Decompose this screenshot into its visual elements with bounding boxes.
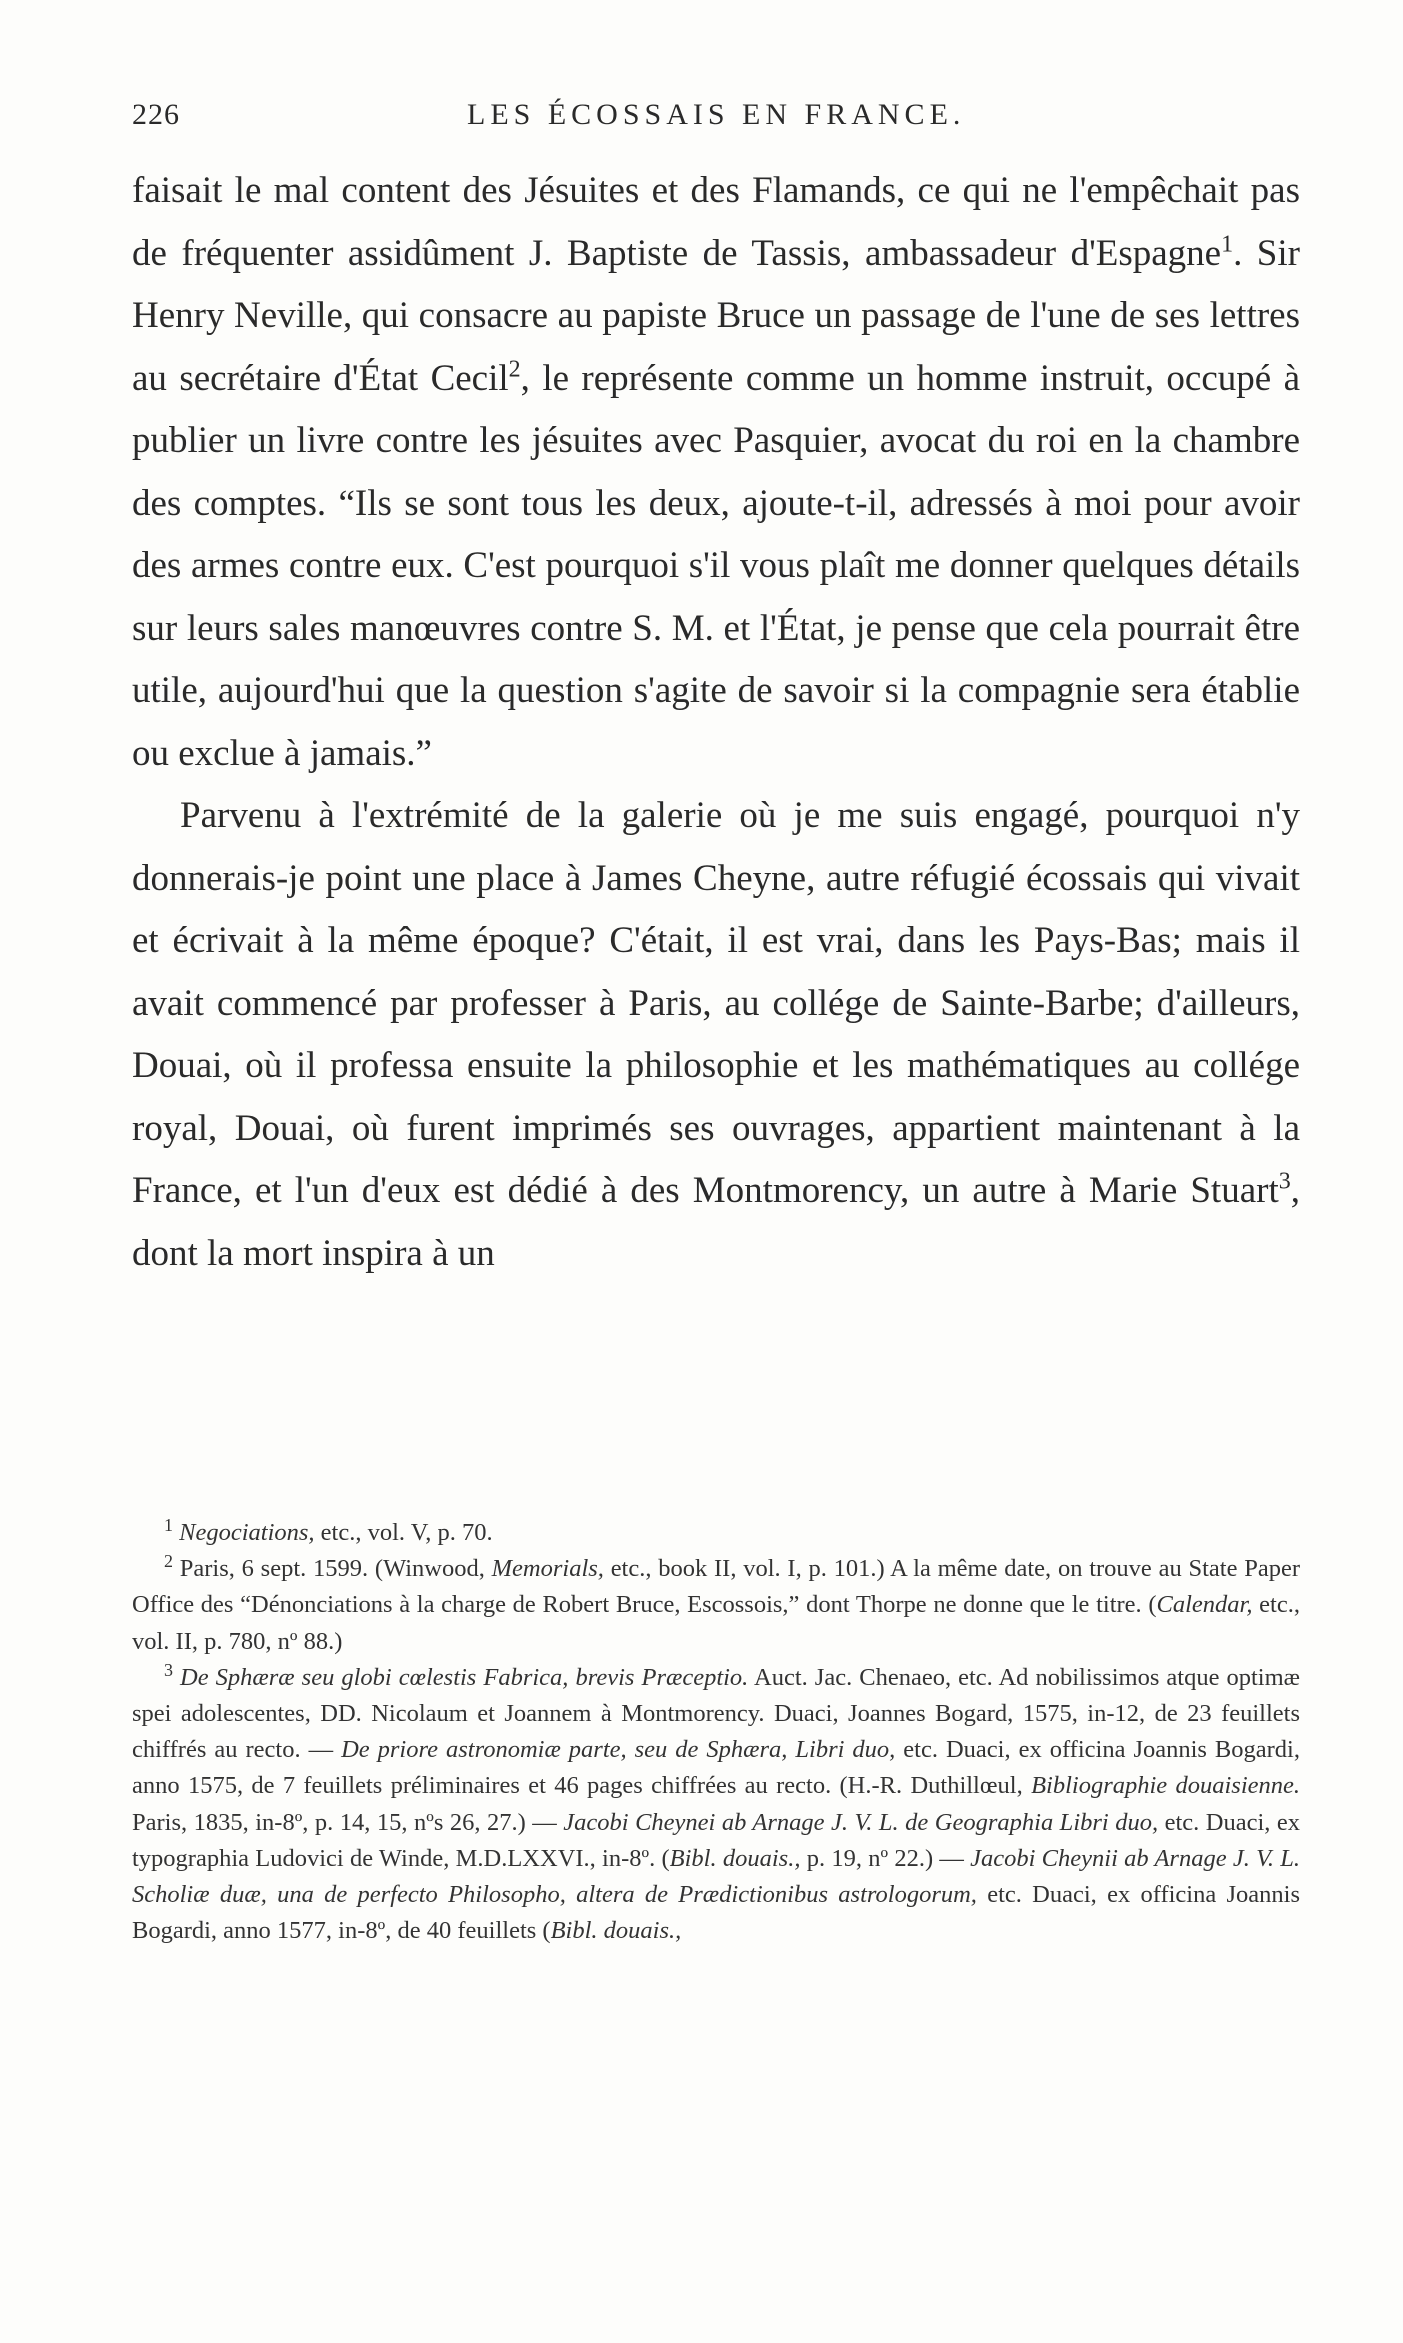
footnote-1	[132, 1515, 1300, 1551]
paragraph-1-text-b: . Sir Henry Neville, qui consacre au papiste Bruce un passage de l'une de ses lettres au secrétaire d'État Cecil	[132, 232, 1300, 399]
footnote-ref-3: 3	[1278, 1168, 1291, 1195]
footnote-2-italic-2: Calendar,	[1156, 1591, 1253, 1619]
footnote-3-italic-5: Bibl. douais.,	[669, 1844, 801, 1872]
paragraph-1-text-c: , le représente comme un homme instruit, occupé à publier un livre contre les jésuites avec Pasquier, avocat du roi en la chambre des comptes. “Ils se sont tous les deux, ajoute-t-il, adressés à moi pour avoir des armes contre eux. C'est pourquoi s'il vous plaît me donner quelques détails sur leurs sales manœuvres contre S. M. et l'État, je pense que cela pourrait être utile, aujourd'hui que la question s'agite de savoir si la compagnie sera établie ou exclue à jamais.”	[132, 357, 1300, 774]
footnote-2-italic-1: Memorials,	[491, 1555, 604, 1583]
footnote-3-italic-2: De priore astronomiæ parte, seu de Sphæra, Libri duo,	[341, 1736, 896, 1764]
footnote-3	[132, 1660, 1300, 1950]
footnote-2-text-a: Paris, 6 sept. 1599. (Winwood,	[173, 1555, 492, 1583]
running-head	[132, 98, 1282, 138]
footnote-3-italic-1: De Sphæræ seu globi cœlestis Fabrica, brevis Præceptio.	[180, 1663, 749, 1691]
footnote-2-text-c: etc., vol. II, p. 780, nº 88.)	[132, 1591, 1300, 1655]
footnote-ref-2: 2	[508, 356, 521, 383]
footnote-3-text-f: etc. Duaci, ex officina Joannis Bogardi, anno 1577, in-8º, de 40 feuillets (	[132, 1881, 1300, 1945]
footnote-3-italic-7: Bibl. douais.,	[550, 1917, 682, 1945]
footnote-3-mark: 3	[164, 1659, 173, 1680]
footnote-3-italic-3: Bibliographie douaisienne.	[1031, 1772, 1301, 1800]
footnote-1-italic: Negociations,	[179, 1519, 315, 1546]
paragraph-1	[132, 160, 1300, 785]
footnote-3-italic-4: Jacobi Cheynei ab Arnage J. V. L. de Geographia Libri duo,	[563, 1808, 1159, 1836]
paragraph-2	[132, 785, 1300, 1285]
footnote-3-text-e: p. 19, nº 22.) —	[800, 1844, 971, 1872]
footnote-3-text-a: Auct. Jac. Chenaeo, etc. Ad nobilissimos atque optimæ spei adolescentes, DD. Nicolaum et Joannem à Montmorency. Duaci, Joannes Bogard, 1575, in-12, de 23 feuillets chiffrés au recto. —	[132, 1663, 1300, 1764]
footnote-3-text-d: etc. Duaci, ex typographia Ludovici de Winde, M.D.LXXVI., in-8º. (	[132, 1808, 1300, 1872]
paragraph-1-text-a: faisait le mal content des Jésuites et des Flamands, ce qui ne l'empêchait pas de fréquenter assidûment J. Baptiste de Tassis, ambassadeur d'Espagne	[132, 170, 1300, 274]
footnote-1-mark: 1	[164, 1514, 173, 1535]
page-number: 226	[132, 98, 180, 131]
footnote-2	[132, 1551, 1300, 1660]
footnote-2-text-b: etc., book II, vol. I, p. 101.) A la même date, on trouve au State Paper Office des “Dénonciations à la charge de Robert Bruce, Escossois,” dont Thorpe ne donne que le titre. (	[132, 1555, 1300, 1619]
footnote-2-mark: 2	[164, 1551, 173, 1572]
footnote-3-text-c: Paris, 1835, in-8º, p. 14, 15, nºs 26, 27.) —	[132, 1808, 564, 1836]
footnote-3-italic-6: Jacobi Cheynii ab Arnage J. V. L. Scholiæ duæ, una de perfecto Philosopho, altera de Prædictionibus astrologorum,	[132, 1844, 1301, 1909]
body-text	[132, 160, 1300, 1285]
paragraph-2-text-a: Parvenu à l'extrémité de la galerie où je me suis engagé, pourquoi n'y donnerais-je point une place à James Cheyne, autre réfugié écossais qui vivait et écrivait à la même époque? C'était, il est vrai, dans les Pays-Bas; mais il avait commencé par professer à Paris, au collége de Sainte-Barbe; d'ailleurs, Douai, où il professa ensuite la philosophie et les mathématiques au collége royal, Douai, où furent imprimés ses ouvrages, appartient maintenant à la France, et l'un d'eux est dédié à des Montmorency, un autre à Marie Stuart	[132, 795, 1300, 1211]
footnote-1-text: etc., vol. V, p. 70.	[314, 1519, 493, 1546]
footnote-ref-1: 1	[1221, 231, 1234, 258]
running-title: LES ÉCOSSAIS EN FRANCE.	[467, 98, 966, 131]
footnotes	[132, 1515, 1300, 1949]
paragraph-2-text-b: , dont la mort inspira à un	[132, 1170, 1300, 1274]
footnote-3-text-b: etc. Duaci, ex officina Joannis Bogardi, anno 1575, de 7 feuillets préliminaires et 46 pages chiffrées au recto. (H.-R. Duthillœul,	[132, 1736, 1300, 1800]
